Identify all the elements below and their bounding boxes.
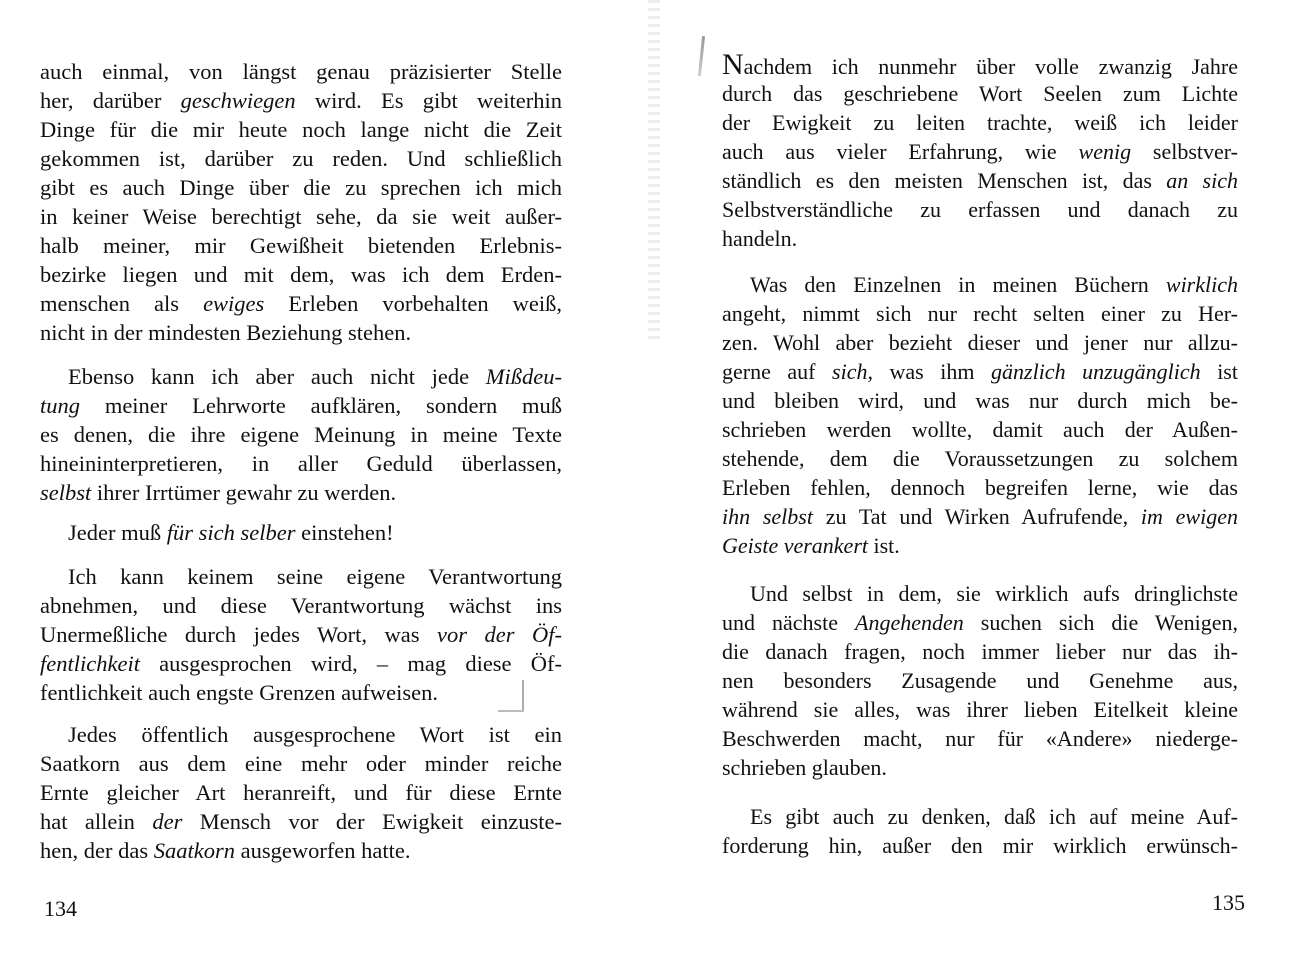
text-line: Es gibt auch zu denken, daß ich auf meine Auf- xyxy=(750,804,1238,829)
text-line: gibt es auch Dinge über die zu sprechen ich mich xyxy=(40,175,562,200)
emphasis-text: ewiges xyxy=(203,291,265,316)
right-paragraph xyxy=(722,579,1238,782)
emphasis-text: sich, xyxy=(832,359,873,384)
emphasis-text: wenig xyxy=(1078,139,1132,164)
pencil-mark-icon xyxy=(498,710,524,712)
text-line: gekommen ist, darüber zu reden. Und schließlich xyxy=(40,146,562,171)
text-line: Jeder muß für sich selber einstehen! xyxy=(68,520,394,545)
right-paragraph xyxy=(722,270,1238,560)
emphasis-text: Angehenden xyxy=(855,610,964,635)
text-line: ständlich es den meisten Menschen ist, das an sich xyxy=(722,168,1238,193)
text-line: Saatkorn aus dem eine mehr oder minder reiche xyxy=(40,751,562,776)
text-line: her, darüber geschwiegen wird. Es gibt weiterhin xyxy=(40,88,562,113)
emphasis-text: im ewigen xyxy=(1140,504,1238,529)
emphasis-text: fentlichkeit xyxy=(40,651,140,676)
left-paragraph xyxy=(40,518,562,547)
text-line: die danach fragen, noch immer lieber nur das ih- xyxy=(722,639,1238,664)
text-line: zen. Wohl aber bezieht dieser und jener nur allzu- xyxy=(722,330,1238,355)
emphasis-text: ihn selbst xyxy=(722,504,813,529)
text-line: Was den Einzelnen in meinen Büchern wirklich xyxy=(750,272,1238,297)
text-line: hat allein der Mensch vor der Ewigkeit einzuste- xyxy=(40,809,562,834)
emphasis-text: Geiste verankert xyxy=(722,533,868,558)
text-line: Beschwerden macht, nur für «Andere» niederge- xyxy=(722,726,1238,751)
emphasis-text: gänzlich unzugänglich xyxy=(991,359,1201,384)
text-line: auch aus vieler Erfahrung, wie wenig selbstver- xyxy=(722,139,1238,164)
left-paragraph xyxy=(40,57,562,347)
text-line: gerne auf sich, was ihm gänzlich unzugänglich ist xyxy=(722,359,1238,384)
emphasis-text: geschwiegen xyxy=(180,88,296,113)
pencil-mark-icon xyxy=(698,36,705,76)
page-number-right: 135 xyxy=(1212,890,1245,915)
emphasis-text: für sich selber xyxy=(166,520,296,545)
text-line: schrieben werden wollte, damit auch der Außen- xyxy=(722,417,1238,442)
text-line: halb meiner, mir Gewißheit bietenden Erlebnis- xyxy=(40,233,562,258)
text-line: Und selbst in dem, sie wirklich aufs dringlichste xyxy=(750,581,1238,606)
text-line: der Ewigkeit zu leiten trachte, weiß ich leider xyxy=(722,110,1238,135)
emphasis-text: selbst xyxy=(40,480,92,505)
text-line: fentlichkeit ausgesprochen wird, – mag diese Öf- xyxy=(40,651,562,676)
text-line: nen besonders Zusagende und Genehme aus, xyxy=(722,668,1238,693)
initial-capital: N xyxy=(722,48,744,81)
text-line: auch einmal, von längst genau präzisierter Stelle xyxy=(40,59,562,84)
text-line: Erleben fehlen, dennoch begreifen lerne, wie das xyxy=(722,475,1238,500)
text-line: Ich kann keinem seine eigene Verantwortung xyxy=(68,564,562,589)
emphasis-text: an sich xyxy=(1166,168,1238,193)
text-line: und bleiben wird, und was nur durch mich be- xyxy=(722,388,1238,413)
text-line: während sie alles, was ihrer lieben Eitelkeit kleine xyxy=(722,697,1238,722)
text-line: Jedes öffentlich ausgesprochene Wort ist ein xyxy=(68,722,562,747)
text-line: Unermeßliche durch jedes Wort, was vor der Öf- xyxy=(40,622,563,647)
right-paragraph xyxy=(722,802,1238,860)
text-line: handeln. xyxy=(722,226,798,251)
text-line: hen, der das Saatkorn ausgeworfen hatte. xyxy=(40,838,411,863)
text-line: forderung hin, außer den mir wirklich erwünsch- xyxy=(722,833,1238,858)
text-line: Selbstverständliche zu erfassen und danach zu xyxy=(722,197,1238,222)
emphasis-text: vor der Öf- xyxy=(437,622,563,647)
text-line: abnehmen, und diese Verantwortung wächst ins xyxy=(40,593,562,618)
emphasis-text: Mißdeu- xyxy=(485,364,562,389)
text-line: Ernte gleicher Art heranreift, und für diese Ernte xyxy=(40,780,562,805)
gutter-scan-shadow xyxy=(648,0,660,340)
left-paragraph xyxy=(40,720,562,865)
text-line: in keiner Weise berechtigt sehe, da sie weit außer- xyxy=(40,204,562,229)
text-line: hineininterpretieren, in aller Geduld überlassen, xyxy=(40,451,562,476)
text-line: selbst ihrer Irrtümer gewahr zu werden. xyxy=(40,480,397,505)
text-line: Ebenso kann ich aber auch nicht jede Mißdeu- xyxy=(68,364,562,389)
emphasis-text: der xyxy=(152,809,183,834)
text-line: und nächste Angehenden suchen sich die Wenigen, xyxy=(722,610,1238,635)
text-line: menschen als ewiges Erleben vorbehalten weiß, xyxy=(40,291,562,316)
emphasis-text: wirklich xyxy=(1165,272,1238,297)
emphasis-text: Saatkorn xyxy=(153,838,235,863)
left-paragraph xyxy=(40,362,562,507)
text-line: angeht, nimmt sich nur recht selten einer zu Her- xyxy=(722,301,1238,326)
text-line: ihn selbst zu Tat und Wirken Aufrufende, im ewigen xyxy=(722,504,1238,529)
text-line: Nachdem ich nunmehr über volle zwanzig Jahre xyxy=(722,48,1238,81)
page-number-left: 134 xyxy=(44,896,77,921)
text-line: stehende, dem die Voraussetzungen zu solchem xyxy=(722,446,1238,471)
text-line: Geiste verankert ist. xyxy=(722,533,900,558)
text-line: bezirke liegen und mit dem, was ich dem Erden- xyxy=(40,262,562,287)
text-line: nicht in der mindesten Beziehung stehen. xyxy=(40,320,412,345)
text-line: fentlichkeit auch engste Grenzen aufweisen. xyxy=(40,680,438,705)
emphasis-text: tung xyxy=(40,393,81,418)
text-line: Dinge für die mir heute noch lange nicht die Zeit xyxy=(40,117,562,142)
text-line: tung meiner Lehrworte aufklären, sondern muß xyxy=(40,393,562,418)
text-line: es denen, die ihre eigene Meinung in meine Texte xyxy=(40,422,562,447)
text-line: schrieben glauben. xyxy=(722,755,887,780)
text-line: durch das geschriebene Wort Seelen zum Lichte xyxy=(722,81,1238,106)
right-paragraph xyxy=(722,50,1238,253)
left-paragraph xyxy=(40,562,562,707)
